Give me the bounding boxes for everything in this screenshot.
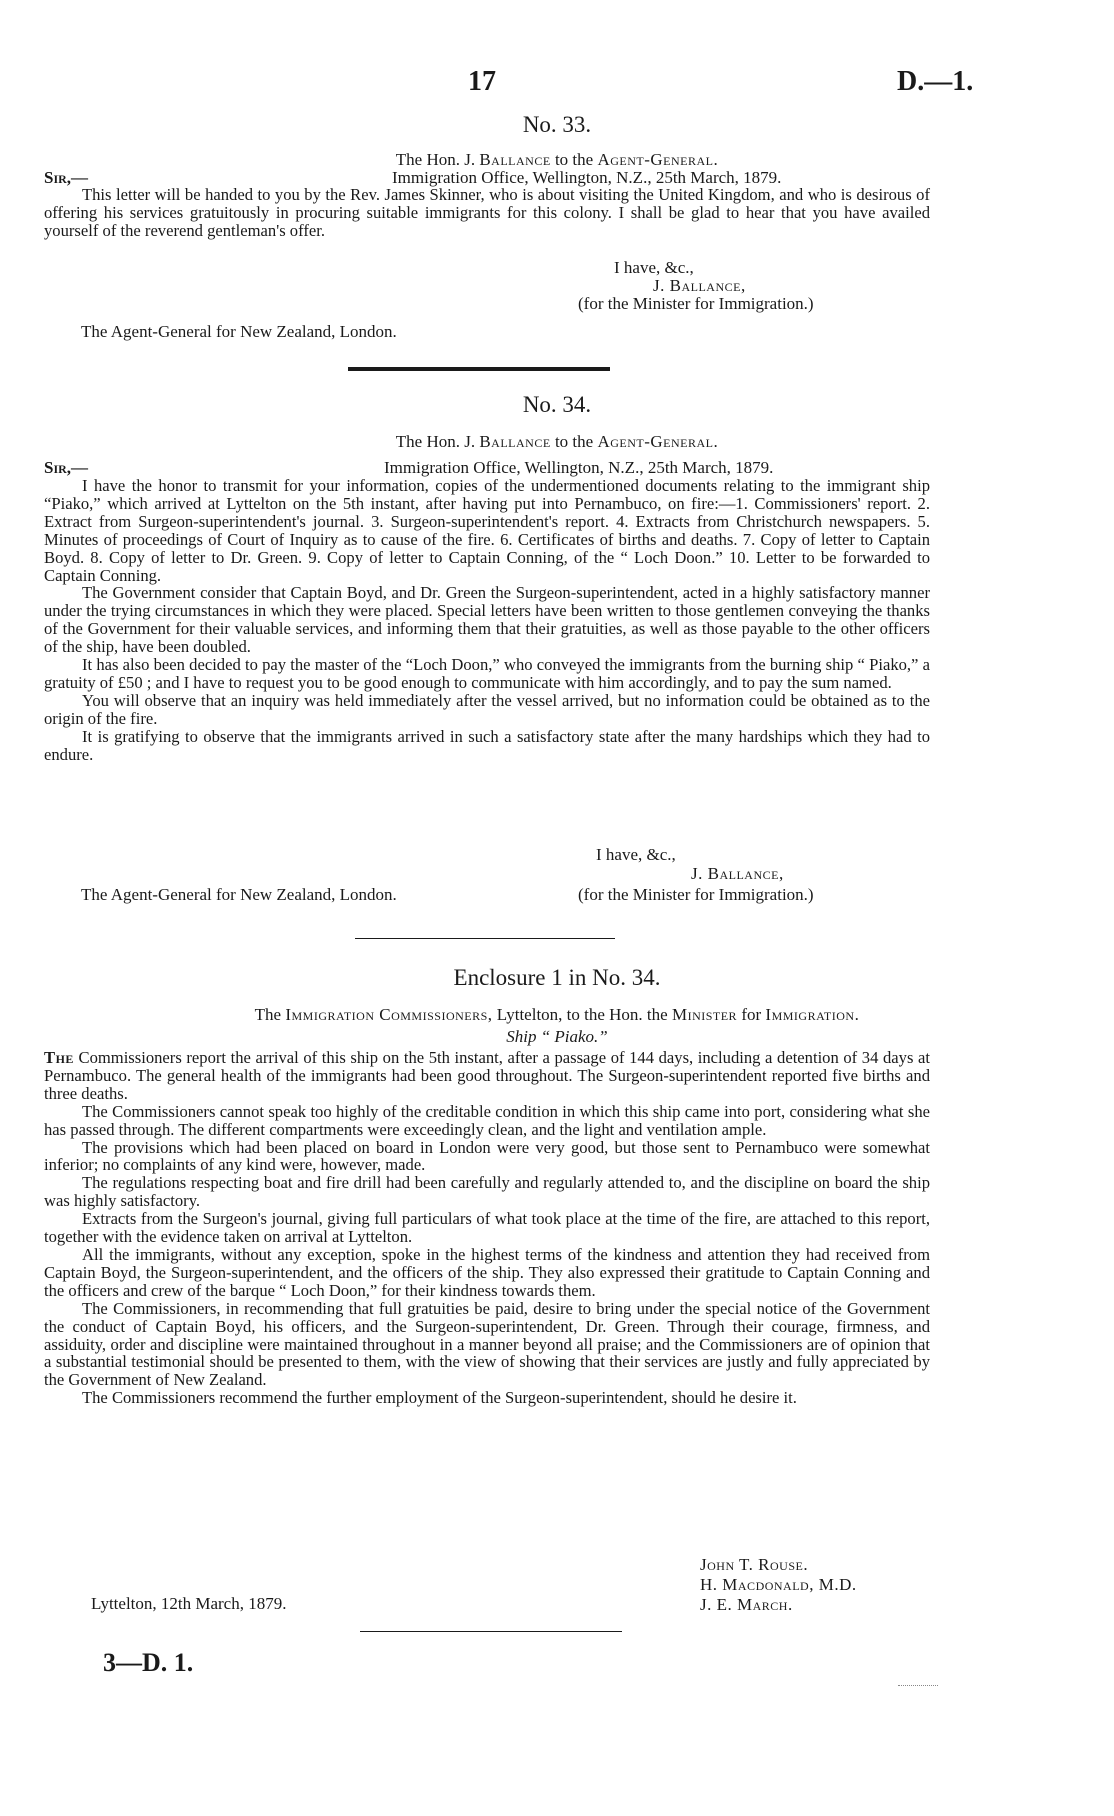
enclosure-paragraph: The Commissioners, in recommending that full gratuities be paid, desire to bring under the special notice of the Government the conduct of Captain Boyd, his officers, and the Surgeon-superintendent, Dr. Green. Through their courage, firmness, and assiduity, order and discipline were maintained throughout in a manner beyond all praise; and the Commissioners are of opinion that a substantial testimonial should be presented to them, with the view of showing that their services are justly and fully appreciated by the Government of New Zealand. (44, 1298, 930, 1390)
letter-33-salutation: Sir,— (44, 168, 89, 187)
letter-34-number: No. 34. (522, 392, 592, 417)
page-number: 17 (468, 66, 496, 97)
enclosure-paragraph: The Commissioners cannot speak too highly of the creditable condition in which this ship came into port, considering what she has passed through. The different compartments were exceedingly clean, and the light and ventilation ample. (44, 1101, 930, 1139)
signature-mark: 3—D. 1. (103, 1648, 194, 1677)
letter-34-address: Immigration Office, Wellington, N.Z., 25th March, 1879. (384, 458, 774, 477)
enclosure-body (44, 1049, 930, 1407)
letter-34-paragraph: I have the honor to transmit for your information, copies of the undermentioned documents relating to the immigrant ship “Piako,” which arrived at Lyttelton on the 5th instant, after having put into Pernambuco, on fire:—1. Commissioners' report. 2. Extract from Surgeon-superintendent's journal. 3. Surgeon-superintendent's report. 4. Extracts from Christchurch newspapers. 5. Minutes of proceedings of Court of Inquiry as to cause of the fire. 6. Certificates of births and deaths. 7. Copy of letter to Captain Boyd. 8. Copy of letter to Dr. Green. 9. Copy of letter to Captain Conning, of the “ Loch Doon.” 10. Letter to be forwarded to Captain Conning. (44, 476, 930, 585)
enclosure-subtitle: The Immigration Commissioners, Lyttelton, to the Hon. the Minister for Immigration. (254, 1005, 860, 1024)
letter-33-addressee: The Agent-General for New Zealand, London. (81, 322, 397, 341)
letter-33-closing: I have, &c., (614, 258, 694, 277)
section-divider (348, 367, 610, 371)
enclosure-paragraph: The Commissioners recommend the further employment of the Surgeon-superintendent, should he desire it. (82, 1388, 797, 1408)
enclosure-title: Enclosure 1 in No. 34. (453, 965, 661, 990)
enclosure-ship-line: Ship “ Piako.” (506, 1027, 608, 1046)
document-reference: D.—1. (897, 66, 974, 97)
letter-34-salutation: Sir,— (44, 458, 89, 477)
printer-mark (898, 1685, 938, 1688)
letter-33-signature: J. Ballance, (653, 276, 746, 295)
letter-34-paragraph: It has also been decided to pay the master of the “Loch Doon,” who conveyed the immigrants from the burning ship “ Piako,” a gratuity of £50 ; and I have to request you to be good enough to communicate with him accordingly, and to pay the sum named. (44, 655, 930, 692)
letter-34-closing: I have, &c., (596, 845, 676, 864)
letter-34-paragraph: The Government consider that Captain Boyd, and Dr. Green the Surgeon-superintendent, acted in a highly satisfactory manner under the trying circumstances in which they were placed. Special letters have been written to those gentlemen conveying the thanks of the Government for their valuable services, and informing them that their gratuities, as well as those payable to the other officers of the ship, have been doubled. (44, 583, 930, 657)
enclosure-paragraph: The Commissioners report the arrival of this ship on the 5th instant, after a passage of 144 days, including a detention of 34 days at Pernambuco. The general health of the immigrants had been good throughout. The Surgeon-superintendent reported five births and three deaths. (44, 1048, 930, 1103)
letter-33-body (44, 186, 930, 240)
letter-34-paragraph: You will observe that an inquiry was held immediately after the vessel arrived, but no information could be obtained as to the origin of the fire. (44, 690, 930, 728)
signatory: John T. Rouse. (700, 1555, 809, 1574)
section-divider (360, 1631, 622, 1632)
letter-34-signature: J. Ballance, (691, 864, 784, 883)
section-divider (355, 938, 615, 939)
letter-33-address: Immigration Office, Wellington, N.Z., 25th March, 1879. (392, 168, 782, 187)
enclosure-paragraph: The provisions which had been placed on board in London were very good, but those sent to Pernambuco were somewhat inferior; no complaints of any kind were, however, made. (44, 1137, 930, 1175)
enclosure-paragraph: Extracts from the Surgeon's journal, giving full particulars of what took place at the time of the fire, are attached to this report, together with the evidence taken on arrival at Lyttelton. (44, 1209, 930, 1247)
enclosure-paragraph: All the immigrants, without any exception, spoke in the highest terms of the kindness and attention they had received from Captain Boyd, the Surgeon-superintendent, and the officers of the ship. They also expressed their gratitude to Captain Conning and the officers and crew of the barque “ Loch Doon,” for their kindness towards them. (44, 1244, 930, 1300)
enclosure-paragraph: The regulations respecting boat and fire drill had been carefully and regularly attended to, and the discipline on board the ship was highly satisfactory. (44, 1173, 930, 1211)
signatory: J. E. March. (700, 1595, 793, 1614)
letter-33-number: No. 33. (522, 112, 592, 137)
signatory: H. Macdonald, M.D. (700, 1575, 857, 1594)
letter-34-addressee: The Agent-General for New Zealand, London. (81, 885, 397, 904)
letter-33-signature-role: (for the Minister for Immigration.) (578, 294, 814, 313)
letter-34-body (44, 477, 930, 764)
letter-34-signature-role: (for the Minister for Immigration.) (578, 885, 814, 904)
letter-34-subtitle: The Hon. J. Ballance to the Agent-General. (395, 432, 719, 451)
letter-33-subtitle: The Hon. J. Ballance to the Agent-General. (395, 150, 719, 169)
enclosure-place-date: Lyttelton, 12th March, 1879. (91, 1594, 287, 1613)
letter-34-paragraph: It is gratifying to observe that the immigrants arrived in such a satisfactory state after the many hardships which they had to endure. (44, 726, 930, 764)
letter-33-paragraph: This letter will be handed to you by the Rev. James Skinner, who is about visiting the United Kingdom, and who is desirous of offering his services gratuitously in procuring suitable immigrants for this colony. I shall be glad to hear that you have availed yourself of the reverend gentleman's offer. (44, 185, 930, 240)
